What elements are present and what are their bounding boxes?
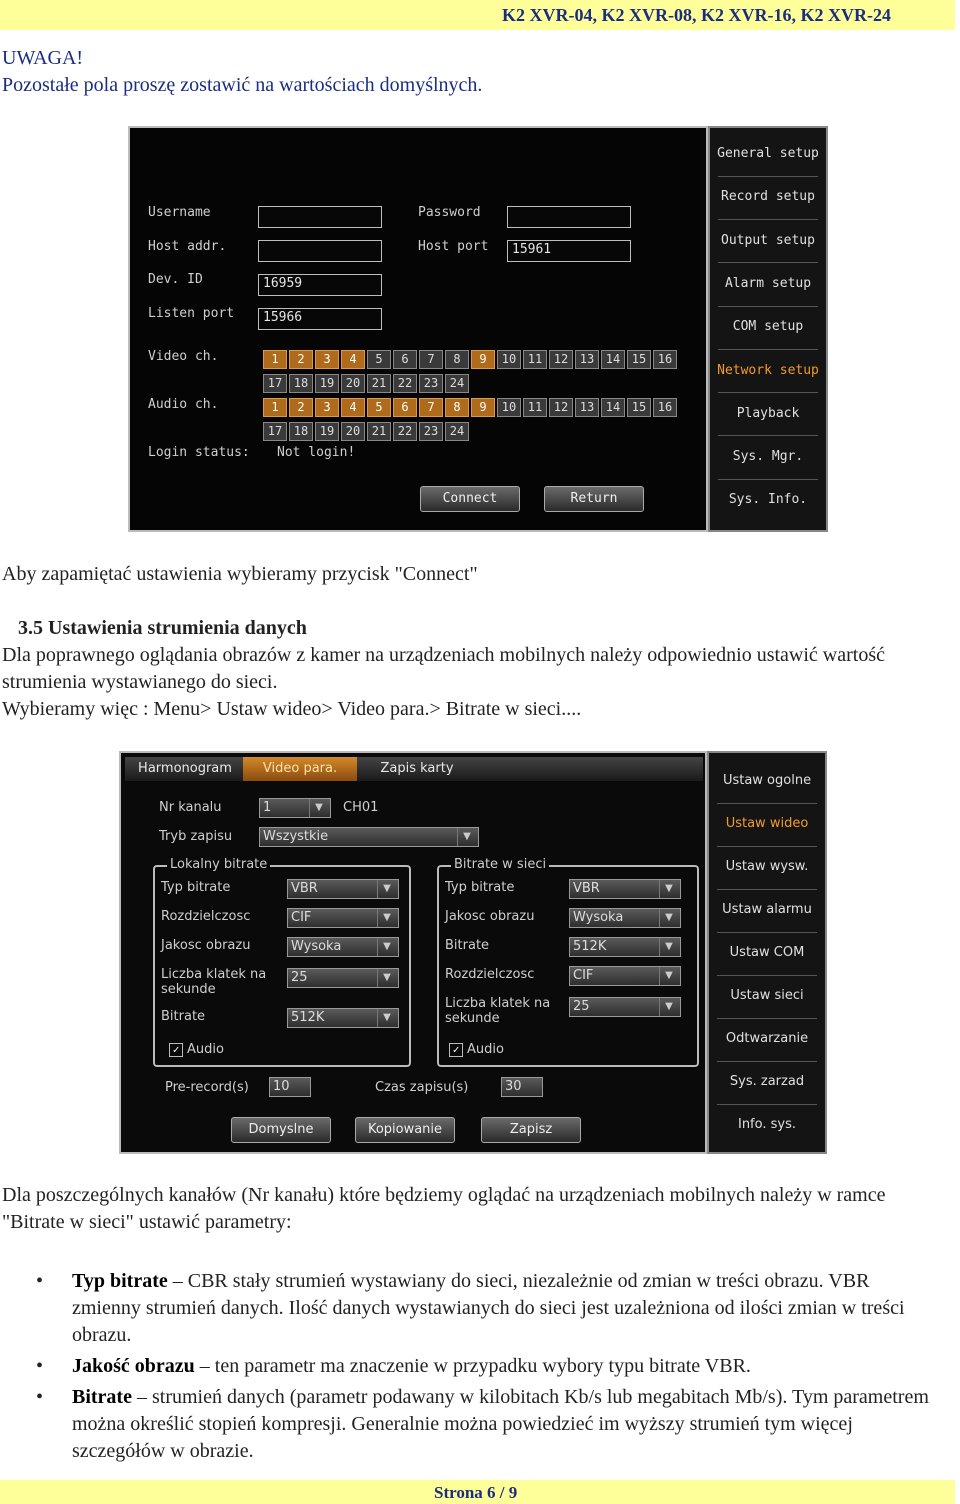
- local-bitrate-row-value: VBR: [291, 881, 318, 896]
- audio-channel-4[interactable]: 4: [341, 398, 365, 417]
- video-channel-7[interactable]: 7: [419, 350, 443, 369]
- video-setup-screenshot: [119, 751, 827, 1154]
- prerecord-label: Pre-record(s): [165, 1080, 249, 1095]
- sidebar-divider: [718, 479, 818, 480]
- audio-channel-15[interactable]: 15: [627, 398, 651, 417]
- video-channel-13[interactable]: 13: [575, 350, 599, 369]
- listen-port-field[interactable]: 15966: [258, 308, 382, 330]
- dropdown-arrow-icon: ▼: [377, 1009, 396, 1027]
- network-sidebar-menu: [708, 126, 828, 532]
- sidebar-divider: [717, 803, 817, 804]
- sidebar-item-ustaw-sieci[interactable]: Ustaw sieci: [730, 988, 804, 1003]
- network-setup-screenshot: [128, 126, 828, 532]
- video-channel-20[interactable]: 20: [341, 374, 365, 393]
- local-bitrate-row-dropdown[interactable]: [287, 879, 399, 899]
- local-audio-label: Audio: [187, 1042, 224, 1057]
- local-bitrate-row-dropdown[interactable]: [287, 908, 399, 928]
- audio-channel-1[interactable]: 1: [263, 398, 287, 417]
- dropdown-arrow-icon: ▼: [309, 799, 328, 817]
- sidebar-divider: [717, 889, 817, 890]
- page-footer: [0, 1480, 955, 1504]
- section-menu-path: Wybieramy więc : Menu> Ustaw wideo> Video para.> Bitrate w sieci....: [2, 698, 582, 720]
- sidebar-item-ustaw-alarmu[interactable]: Ustaw alarmu: [722, 902, 812, 917]
- sidebar-item-ustaw-wysw[interactable]: Ustaw wysw.: [725, 859, 809, 874]
- audio-channel-9[interactable]: 9: [471, 398, 495, 417]
- video-channel-4[interactable]: 4: [341, 350, 365, 369]
- video-channel-14[interactable]: 14: [601, 350, 625, 369]
- dropdown-arrow-icon: ▼: [659, 880, 678, 898]
- audio-ch-label: Audio ch.: [148, 397, 219, 412]
- list-item-desc: – ten parametr ma znaczenie w przypadku wybory typu bitrate VBR.: [194, 1355, 751, 1377]
- local-bitrate-row-label: Bitrate: [161, 1009, 206, 1024]
- network-bitrate-row-value: 25: [573, 999, 590, 1014]
- nr-kanalu-dropdown[interactable]: [259, 798, 331, 818]
- video-channel-8[interactable]: 8: [445, 350, 469, 369]
- video-setup-panel: [119, 751, 707, 1154]
- sidebar-divider: [717, 932, 817, 933]
- video-channel-6[interactable]: 6: [393, 350, 417, 369]
- dev-id-field[interactable]: 16959: [258, 274, 382, 296]
- host-port-label: Host port: [418, 239, 489, 254]
- password-field[interactable]: [507, 206, 631, 228]
- sidebar-item-alarm-setup[interactable]: Alarm setup: [724, 275, 812, 291]
- tryb-zapisu-label: Tryb zapisu: [159, 829, 233, 844]
- sidebar-item-ustaw-com[interactable]: Ustaw COM: [729, 945, 805, 960]
- czas-zapisu-label: Czas zapisu(s): [375, 1080, 469, 1095]
- network-bitrate-row-dropdown[interactable]: [569, 997, 681, 1017]
- video-channel-9[interactable]: 9: [471, 350, 495, 369]
- network-bitrate-row-value: CIF: [573, 968, 594, 983]
- sidebar-item-odtwarzanie[interactable]: Odtwarzanie: [725, 1031, 809, 1046]
- video-channel-19[interactable]: 19: [315, 374, 339, 393]
- dropdown-arrow-icon: ▼: [377, 909, 396, 927]
- list-item-term: Typ bitrate: [72, 1270, 168, 1292]
- page-number: Strona 6 / 9: [434, 1483, 518, 1502]
- tab-bar: [125, 757, 703, 781]
- local-bitrate-title: Lokalny bitrate: [167, 857, 270, 872]
- network-bitrate-row-label: Typ bitrate: [445, 880, 515, 895]
- audio-channel-14[interactable]: 14: [601, 398, 625, 417]
- nr-kanalu-label: Nr kanalu: [159, 800, 222, 815]
- audio-channel-5[interactable]: 5: [367, 398, 391, 417]
- audio-channel-17[interactable]: 17: [263, 422, 287, 441]
- audio-channel-13[interactable]: 13: [575, 398, 599, 417]
- local-audio-checkbox[interactable]: ✓: [169, 1043, 183, 1057]
- video-channel-16[interactable]: 16: [653, 350, 677, 369]
- warning-title: UWAGA!: [2, 47, 84, 69]
- local-bitrate-row-label: Jakosc obrazu: [161, 938, 251, 953]
- username-label: Username: [148, 205, 211, 220]
- login-status-value: Not login!: [277, 445, 356, 460]
- czas-zapisu-field[interactable]: 30: [501, 1077, 543, 1097]
- sidebar-item-general-setup[interactable]: General setup: [717, 146, 819, 161]
- warning-body: Pozostałe pola proszę zostawić na wartościach domyślnych.: [2, 74, 483, 96]
- audio-channel-12[interactable]: 12: [549, 398, 573, 417]
- video-channel-17[interactable]: 17: [263, 374, 287, 393]
- audio-channel-16[interactable]: 16: [653, 398, 677, 417]
- sidebar-item-output-setup[interactable]: Output setup: [721, 232, 815, 248]
- list-item: [0, 1268, 930, 1349]
- network-bitrate-row-label: Liczba klatek na sekunde: [445, 996, 551, 1026]
- audio-channel-3[interactable]: 3: [315, 398, 339, 417]
- local-bitrate-row-dropdown[interactable]: [287, 937, 399, 957]
- video-channel-2[interactable]: 2: [289, 350, 313, 369]
- default-button[interactable]: Domyslne: [231, 1117, 331, 1143]
- local-bitrate-row-dropdown[interactable]: [287, 968, 399, 988]
- dropdown-arrow-icon: ▼: [377, 880, 396, 898]
- network-bitrate-row-label: Bitrate: [445, 938, 490, 953]
- tryb-zapisu-value: Wszystkie: [263, 829, 329, 844]
- dev-id-label: Dev. ID: [148, 272, 203, 287]
- channels-paragraph: Dla poszczególnych kanałów (Nr kanału) które będziemy oglądać na urządzeniach mobilnych należy w ramce "Bitrate w sieci" ustawić parametry:: [2, 1184, 886, 1233]
- host-port-field[interactable]: 15961: [507, 240, 631, 262]
- password-label: Password: [418, 205, 481, 220]
- network-bitrate-row-label: Jakosc obrazu: [445, 909, 535, 924]
- section-paragraph: Dla poprawnego oglądania obrazów z kamer na urządzeniach mobilnych należy odpowiednio ustawić wartość strumienia wystawianego do sieci.: [2, 644, 885, 693]
- page-header: [0, 0, 955, 30]
- sidebar-item-sys-info[interactable]: Sys. Info.: [728, 492, 808, 508]
- network-bitrate-row-value: Wysoka: [573, 910, 624, 925]
- dropdown-arrow-icon: ▼: [457, 828, 476, 846]
- network-bitrate-row-dropdown[interactable]: [569, 937, 681, 957]
- network-bitrate-group: [437, 857, 699, 1067]
- sidebar-item-ustaw-ogolne[interactable]: Ustaw ogolne: [722, 773, 812, 788]
- bullet-icon: •: [36, 1386, 44, 1408]
- connect-button[interactable]: Connect: [420, 486, 520, 512]
- audio-channel-11[interactable]: 11: [523, 398, 547, 417]
- save-button[interactable]: Zapisz: [481, 1117, 581, 1143]
- nr-kanalu-value: 1: [263, 800, 272, 815]
- list-item-desc: – CBR stały strumień wystawiany do sieci, niezależnie od zmian w treści obrazu. VBR zmienny strumień danych. Ilość danych wystawianych do sieci jest uzależniona od ilości zmian w treści obrazu.: [72, 1270, 905, 1346]
- sidebar-divider: [717, 975, 817, 976]
- sidebar-item-ustaw-wideo[interactable]: Ustaw wideo: [725, 816, 809, 831]
- sidebar-item-network-setup[interactable]: Network setup: [717, 362, 819, 378]
- sidebar-divider: [717, 1061, 817, 1062]
- audio-channel-24[interactable]: 24: [445, 422, 469, 441]
- copy-button[interactable]: Kopiowanie: [355, 1117, 455, 1143]
- network-bitrate-row-dropdown[interactable]: [569, 879, 681, 899]
- header-title: K2 XVR-04, K2 XVR-08, K2 XVR-16, K2 XVR-24: [502, 5, 891, 25]
- tab-video-para[interactable]: Video para.: [243, 757, 357, 781]
- video-ch-label: Video ch.: [148, 349, 219, 364]
- sidebar-divider: [717, 1018, 817, 1019]
- tab-harmonogram[interactable]: Harmonogram: [138, 761, 232, 776]
- network-audio-checkbox[interactable]: ✓: [449, 1043, 463, 1057]
- dropdown-arrow-icon: ▼: [377, 969, 396, 987]
- bullet-icon: •: [36, 1355, 44, 1377]
- network-audio-label: Audio: [467, 1042, 504, 1057]
- list-item: [0, 1384, 930, 1465]
- local-bitrate-row-label: Liczba klatek na sekunde: [161, 967, 267, 997]
- tab-zapis-karty[interactable]: Zapis karty: [380, 761, 454, 776]
- return-button[interactable]: Return: [544, 486, 644, 512]
- list-item-term: Bitrate: [72, 1386, 132, 1408]
- list-item: [0, 1353, 930, 1380]
- parameter-list: [0, 1268, 930, 1469]
- list-item-term: Jakość obrazu: [72, 1355, 195, 1377]
- prerecord-field[interactable]: 10: [269, 1077, 311, 1097]
- local-bitrate-row-value: 25: [291, 970, 308, 985]
- sidebar-divider: [718, 176, 818, 177]
- dropdown-arrow-icon: ▼: [659, 998, 678, 1016]
- audio-channel-20[interactable]: 20: [341, 422, 365, 441]
- local-bitrate-group: [153, 857, 411, 1067]
- connect-note: Aby zapamiętać ustawienia wybieramy przycisk "Connect": [2, 563, 478, 585]
- audio-channel-18[interactable]: 18: [289, 422, 313, 441]
- network-bitrate-title: Bitrate w sieci: [451, 857, 549, 872]
- username-field[interactable]: [258, 206, 382, 228]
- audio-channel-21[interactable]: 21: [367, 422, 391, 441]
- sidebar-item-com-setup[interactable]: COM setup: [732, 319, 804, 335]
- network-setup-panel: [128, 126, 708, 532]
- sidebar-divider: [717, 1104, 817, 1105]
- local-bitrate-row-value: CIF: [291, 910, 312, 925]
- sidebar-item-playback[interactable]: Playback: [736, 405, 800, 421]
- video-channel-3[interactable]: 3: [315, 350, 339, 369]
- video-channel-24[interactable]: 24: [445, 374, 469, 393]
- video-channel-5[interactable]: 5: [367, 350, 391, 369]
- audio-channel-2[interactable]: 2: [289, 398, 313, 417]
- sidebar-item-record-setup[interactable]: Record setup: [721, 189, 815, 205]
- network-bitrate-row-value: VBR: [573, 881, 600, 896]
- video-channel-15[interactable]: 15: [627, 350, 651, 369]
- sidebar-item-info-sys[interactable]: Info. sys.: [737, 1117, 796, 1132]
- bullet-icon: •: [36, 1270, 44, 1292]
- network-bitrate-row-dropdown[interactable]: [569, 966, 681, 986]
- sidebar-divider: [718, 435, 818, 436]
- tryb-zapisu-dropdown[interactable]: [259, 827, 479, 847]
- login-status-label: Login status:: [148, 445, 250, 460]
- sidebar-divider: [718, 349, 818, 350]
- network-bitrate-row-label: Rozdzielczosc: [445, 967, 535, 982]
- video-channel-11[interactable]: 11: [523, 350, 547, 369]
- audio-channel-23[interactable]: 23: [419, 422, 443, 441]
- video-channel-22[interactable]: 22: [393, 374, 417, 393]
- audio-channel-6[interactable]: 6: [393, 398, 417, 417]
- video-channel-21[interactable]: 21: [367, 374, 391, 393]
- host-addr-field[interactable]: [258, 240, 382, 262]
- local-bitrate-row-label: Typ bitrate: [161, 880, 231, 895]
- sidebar-divider: [718, 392, 818, 393]
- local-bitrate-row-dropdown[interactable]: [287, 1008, 399, 1028]
- dropdown-arrow-icon: ▼: [659, 909, 678, 927]
- sidebar-divider: [718, 219, 818, 220]
- audio-channel-19[interactable]: 19: [315, 422, 339, 441]
- audio-channel-8[interactable]: 8: [445, 398, 469, 417]
- section-heading-text: 3.5 Ustawienia strumienia danych: [18, 617, 307, 639]
- local-bitrate-row-label: Rozdzielczosc: [161, 909, 251, 924]
- audio-channel-7[interactable]: 7: [419, 398, 443, 417]
- warning-block: [2, 45, 482, 99]
- network-bitrate-row-dropdown[interactable]: [569, 908, 681, 928]
- sidebar-item-sys-zarzad[interactable]: Sys. zarzad: [729, 1074, 805, 1089]
- video-channel-10[interactable]: 10: [497, 350, 521, 369]
- channel-name: CH01: [343, 800, 379, 815]
- dropdown-arrow-icon: ▼: [659, 938, 678, 956]
- local-bitrate-row-value: 512K: [291, 1010, 325, 1025]
- sidebar-divider: [718, 262, 818, 263]
- list-item-desc: – strumień danych (parametr podawany w kilobitach Kb/s lub megabitach Mb/s). Tym parametrem można określić stopień kompresji. Generalnie można powiedzieć im wyższy strumień tym więcej szczegółów w obrazie.: [72, 1386, 929, 1462]
- video-channel-12[interactable]: 12: [549, 350, 573, 369]
- sidebar-divider: [718, 306, 818, 307]
- video-channel-23[interactable]: 23: [419, 374, 443, 393]
- dropdown-arrow-icon: ▼: [377, 938, 396, 956]
- sidebar-divider: [717, 846, 817, 847]
- sidebar-item-sys-mgr[interactable]: Sys. Mgr.: [732, 449, 804, 465]
- audio-channel-10[interactable]: 10: [497, 398, 521, 417]
- network-bitrate-row-value: 512K: [573, 939, 607, 954]
- video-sidebar-menu: [707, 751, 827, 1154]
- host-addr-label: Host addr.: [148, 239, 227, 254]
- video-channel-1[interactable]: 1: [263, 350, 287, 369]
- section-heading: [18, 615, 307, 642]
- listen-port-label: Listen port: [148, 306, 235, 321]
- audio-channel-22[interactable]: 22: [393, 422, 417, 441]
- video-channel-18[interactable]: 18: [289, 374, 313, 393]
- local-bitrate-row-value: Wysoka: [291, 939, 342, 954]
- dropdown-arrow-icon: ▼: [659, 967, 678, 985]
